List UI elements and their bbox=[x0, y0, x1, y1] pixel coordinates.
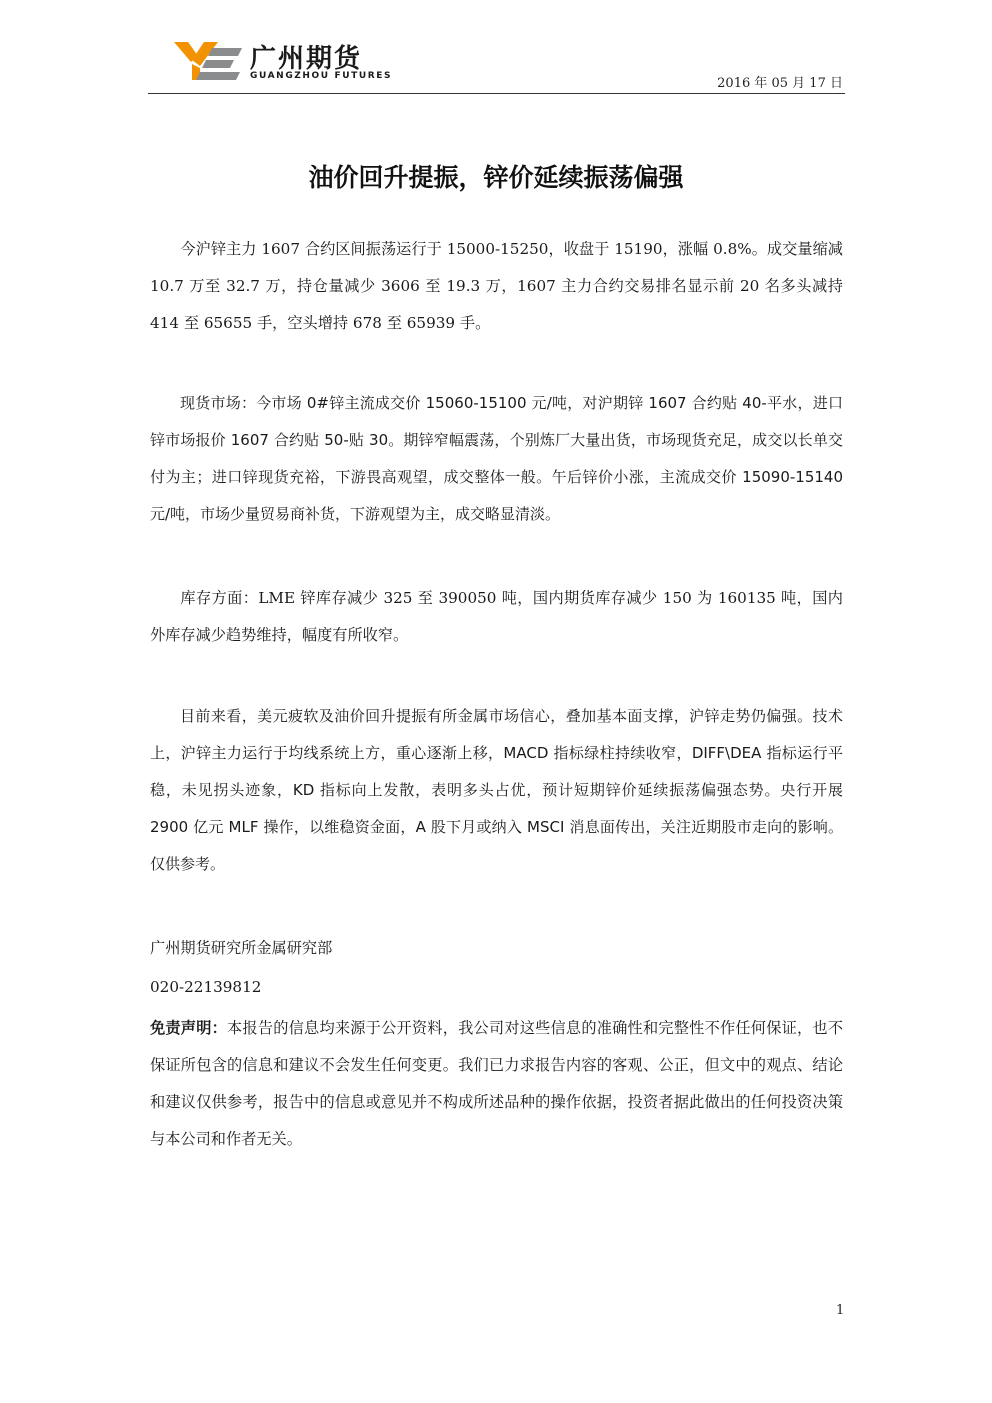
research-department: 广州期货研究所金属研究部 bbox=[150, 939, 333, 957]
disclaimer-label: 免责声明： bbox=[150, 1019, 228, 1037]
disclaimer-text: 本报告的信息均来源于公开资料，我公司对这些信息的准确性和完整性不作任何保证，也不保证所包含的信息和建议不会发生任何变更。我们已力求报告内容的客观、公正，但文中的观点、结论和建议仅供参考，报告中的信息或意见并不构成所述品种的操作依据，投资者据此做出的任何投资决策与本公司和作者无关。 bbox=[150, 1019, 844, 1148]
paragraph-outlook: 目前来看，美元疲软及油价回升提振有所金属市场信心，叠加基本面支撑，沪锌走势仍偏强。技术上，沪锌主力运行于均线系统上方，重心逐渐上移，MACD 指标绿柱持续收窄，DIFF\DEA 指标运行平稳，未见拐头迹象，KD 指标向上发散，表明多头占优，预计短期锌价延续振荡偏强态势。央行开展 2900 亿元 MLF 操作，以维稳资金面，A 股下月或纳入 MSCI 消息面传出，关注近期股市走向的影响。仅供参考。 bbox=[150, 707, 843, 873]
disclaimer bbox=[150, 1010, 843, 1158]
paragraph-inventory: 库存方面：LME 锌库存减少 325 至 390050 吨，国内期货库存减少 150 为 160135 吨，国内外库存减少趋势维持，幅度有所收窄。 bbox=[150, 589, 843, 644]
contact-phone: 020-22139812 bbox=[150, 978, 262, 996]
paragraph-spot-market: 现货市场：今市场 0#锌主流成交价 15060-15100 元/吨，对沪期锌 1607 合约贴 40-平水，进口锌市场报价 1607 合约贴 50-贴 30。期锌窄幅震荡，个别炼厂大量出货，市场现货充足，成交以长单交付为主；进口锌现货充裕，下游畏高观望，成交整体一般。午后锌价小涨，主流成交价 15090-15140 元/吨，市场少量贸易商补货，下游观望为主，成交略显清淡。 bbox=[150, 394, 843, 523]
report-title: 油价回升提振，锌价延续振荡偏强 bbox=[308, 163, 684, 192]
brand-name-english: GUANGZHOU FUTURES bbox=[250, 71, 393, 81]
page-number: 1 bbox=[836, 1303, 845, 1318]
page-header bbox=[148, 36, 845, 94]
header-divider bbox=[148, 93, 845, 94]
paragraph-market-summary: 今沪锌主力 1607 合约区间振荡运行于 15000-15250，收盘于 15190，涨幅 0.8%。成交量缩减 10.7 万至 32.7 万，持仓量减少 3606 至 19.3 万，1607 主力合约交易排名显示前 20 名多头减持 414 至 65655 手，空头增持 678 至 65939 手。 bbox=[150, 240, 843, 332]
brand-name-chinese: 广州期货 bbox=[250, 44, 363, 74]
report-date: 2016 年 05 月 17 日 bbox=[717, 76, 843, 91]
guangzhou-futures-logo bbox=[174, 40, 244, 82]
